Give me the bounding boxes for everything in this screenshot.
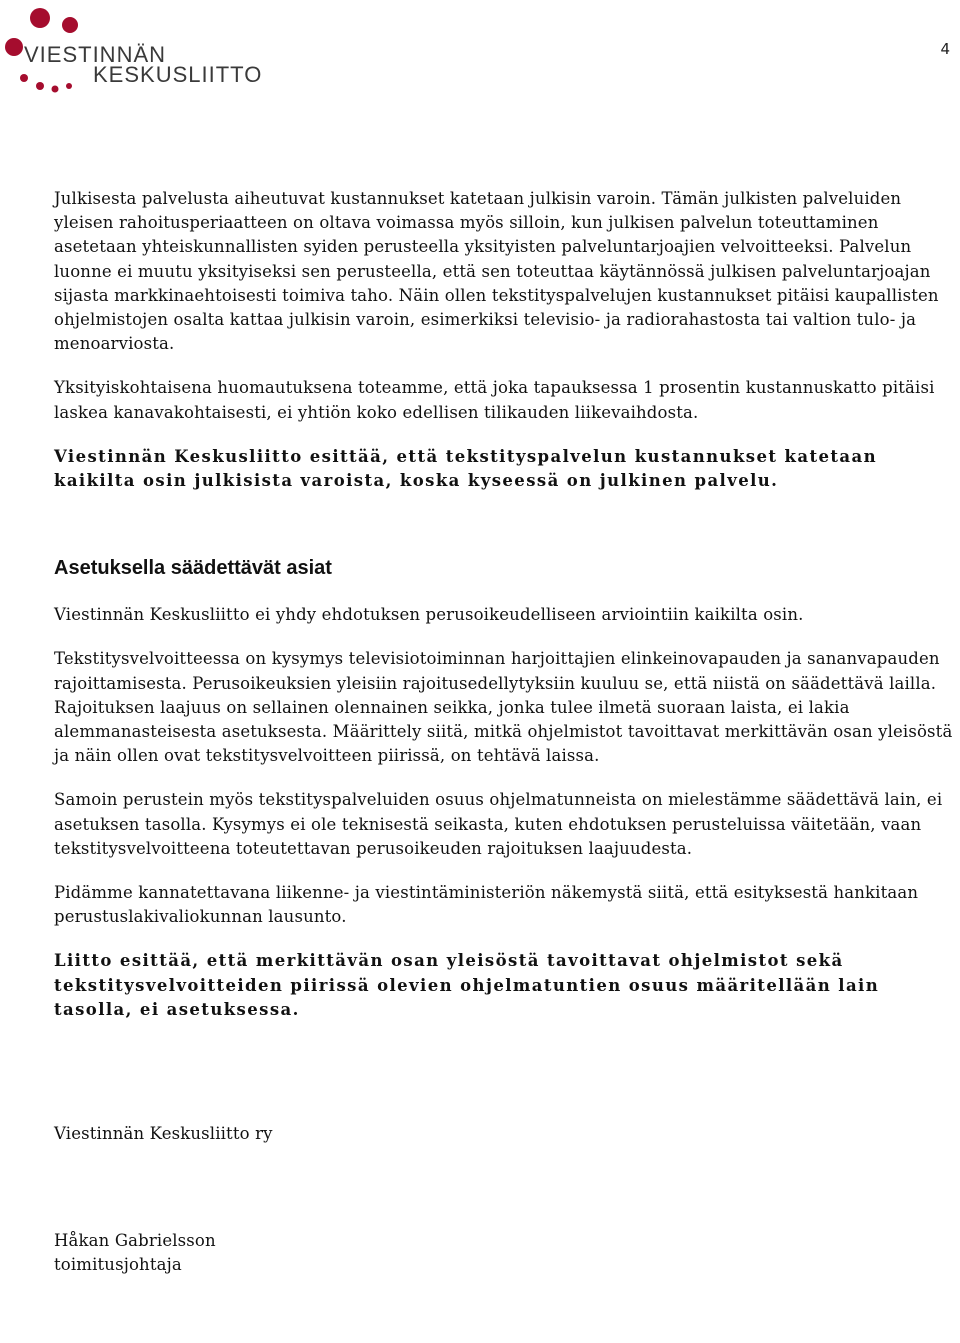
document-body <box>54 187 957 1278</box>
paragraph-committee: Pidämme kannatettavana liikenne- ja viestintäministeriön näkemystä siitä, että esityksestä hankitaan perustuslakivaliokunnan lausunto. <box>54 883 919 927</box>
paragraph-freedoms: Tekstitysvelvoitteessa on kysymys televisiotoiminnan harjoittajien elinkeinovapauden ja sananvapauden rajoittamisesta. Perusoikeuksien yleisiin rajoitusedellytyksiin kuuluu se, että niistä on säädettävä lailla. Rajoituksen laajuus on sellainen olennainen seikka, jonka tulee ilmetä suoraan laista, ei lakia alemmanasteisesta asetuksesta. Määrittely siitä, mitkä ohjelmistot tavoittavat merkittävän osan yleisöstä ja näin ollen ovat tekstitysvelvoitteen piirissä, on tehtävä laissa. <box>54 649 953 766</box>
signer <box>54 1229 957 1277</box>
bold-statement-law: Liitto esittää, että merkittävän osan yleisöstä tavoittavat ohjelmistot sekä tekstitysvelvoitteiden piirissä olevien ohjelmatuntien osuus määritellään lain tasolla, ei asetuksessa. <box>54 951 880 1019</box>
paragraph-program-hours: Samoin perustein myös tekstityspalveluiden osuus ohjelmatunneista on mielestämme säädettävä lain, ei asetuksen tasolla. Kysymys ei ole teknisestä seikasta, kuten ehdotuksen perusteluissa väitetään, vaan tekstitysvelvoitteena toteutettavan perusoikeuden rajoituksen laajuudesta. <box>54 790 943 858</box>
paragraph-assessment: Viestinnän Keskusliitto ei yhdy ehdotuksen perusoikeudelliseen arviointiin kaikilta osin. <box>54 605 804 625</box>
bold-statement-funding: Viestinnän Keskusliitto esittää, että tekstityspalvelun kustannukset katetaan kaikilta osin julkisista varoista, koska kyseessä on julkinen palvelu. <box>54 446 877 491</box>
section-heading: Asetuksella säädettävät asiat <box>54 557 332 580</box>
paragraph-cost-cap: Yksityiskohtaisena huomautuksena toteamme, että joka tapauksessa 1 prosentin kustannuskatto pitäisi laskea kanavakohtaisesti, ei yhtiön koko edellisen tilikauden liikevaihdosta. <box>54 378 935 422</box>
organization-logo <box>0 0 270 100</box>
logo-mark <box>0 0 270 100</box>
logo-text-line2: KESKUSLIITTO <box>93 62 263 87</box>
paragraph-funding: Julkisesta palvelusta aiheutuvat kustannukset katetaan julkisin varoin. Tämän julkisten palveluiden yleisen rahoitusperiaatteen on oltava voimassa myös silloin, kun julkisen palvelun toteuttaminen asetetaan yhteiskunnallisten syiden perusteella yksityisten palveluntarjoajien velvoitteeksi. Palvelun luonne ei muutu yksityiseksi sen perusteella, että sen toteuttaa käytännössä julkisen palveluntarjoajan sijasta markkinaehtoisesti toimiva taho. Näin ollen tekstityspalvelujen kustannukset pitäisi kaupallisten ohjelmistojen osalta kattaa julkisin varoin, esimerkiksi televisio- ja radiorahastosta tai valtion tulo- ja menoarviosta. <box>54 189 939 354</box>
signature-organization: Viestinnän Keskusliitto ry <box>54 1124 273 1144</box>
signer-name: Håkan Gabrielsson <box>54 1231 216 1251</box>
page-number: 4 <box>940 40 950 58</box>
signer-title: toimitusjohtaja <box>54 1255 182 1275</box>
logo-text-line1: VIESTINNÄN <box>24 42 167 67</box>
